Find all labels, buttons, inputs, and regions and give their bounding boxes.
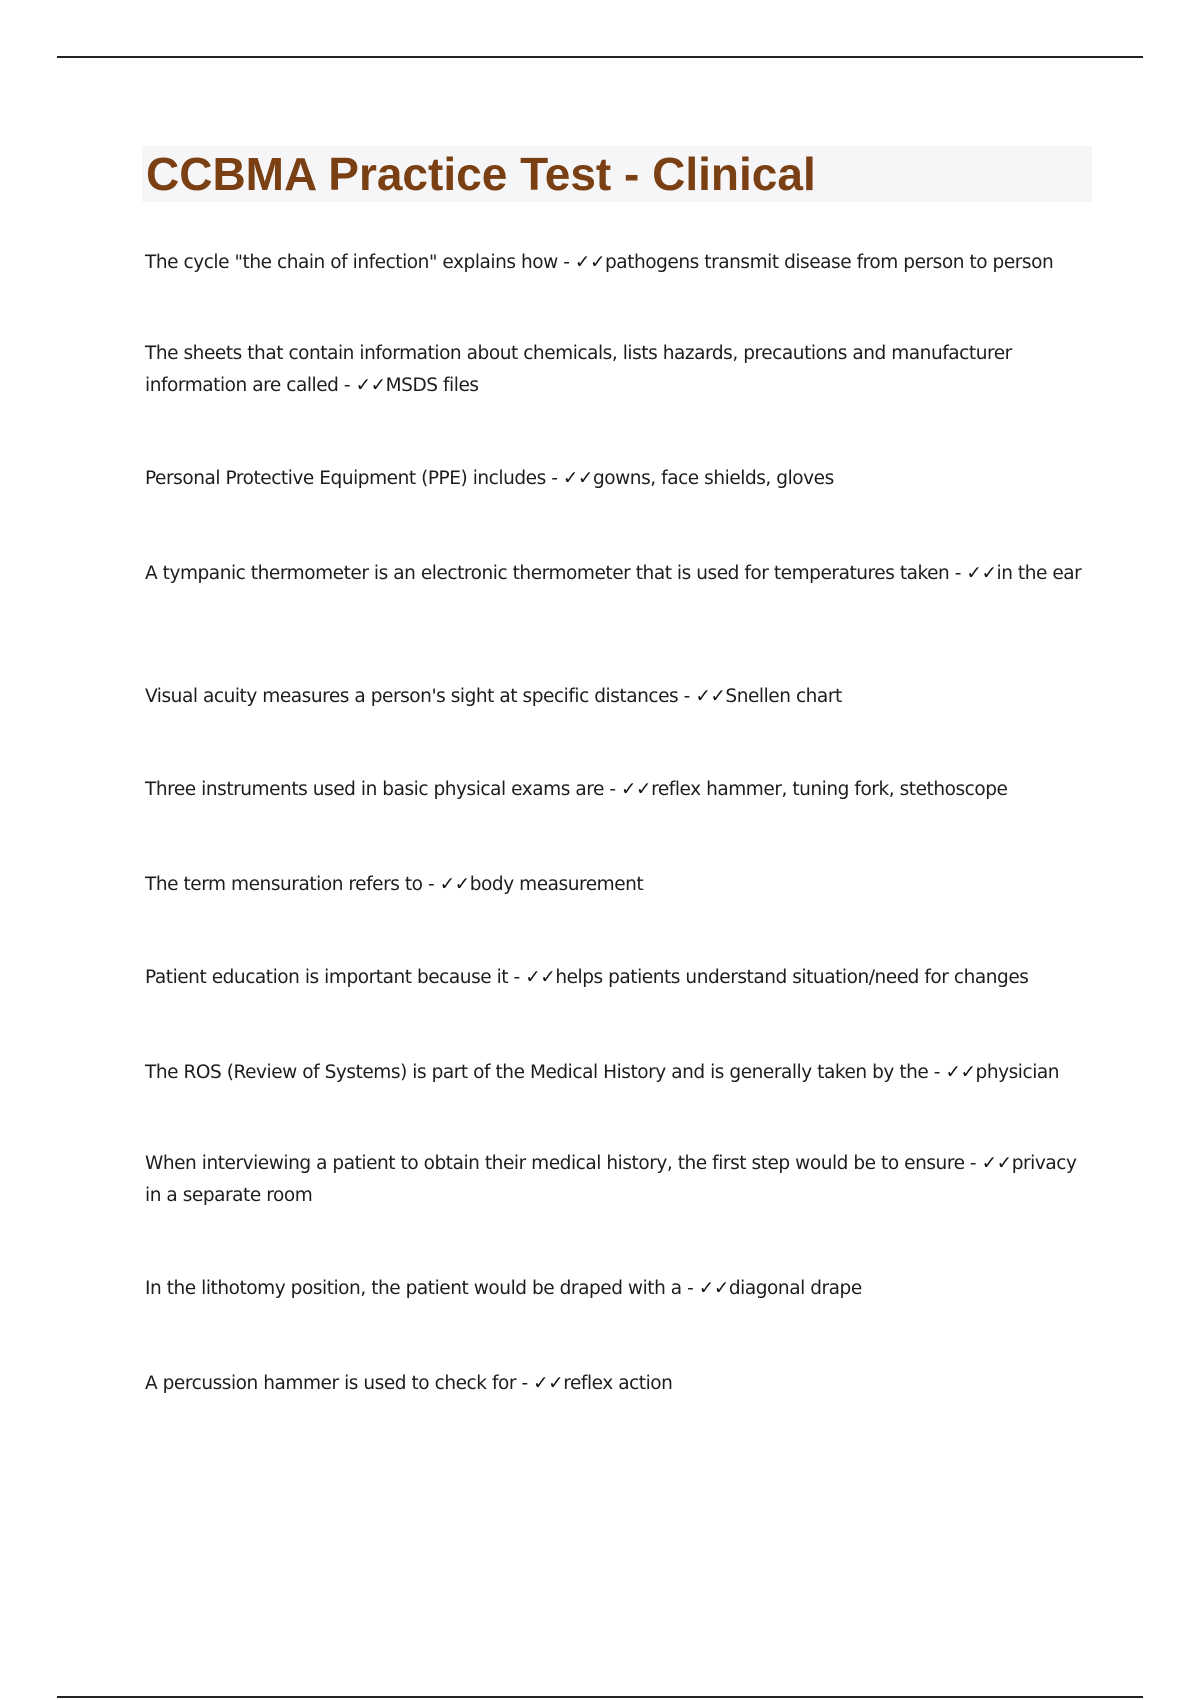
answer-text: physician xyxy=(975,1062,1060,1083)
qa-item xyxy=(145,681,1090,713)
qa-item xyxy=(145,338,1090,402)
qa-item xyxy=(145,774,1090,806)
qa-item xyxy=(145,1148,1090,1212)
question-text: When interviewing a patient to obtain their medical history, the first step would be to ensure - xyxy=(145,1153,982,1174)
question-text: A percussion hammer is used to check for - xyxy=(145,1373,534,1394)
qa-item xyxy=(145,869,1090,901)
question-text: The term mensuration refers to - xyxy=(145,874,440,895)
check-mark-icon: ✓✓ xyxy=(698,1278,729,1299)
page-title: CCBMA Practice Test - Clinical xyxy=(146,148,816,200)
question-text: Patient education is important because it - xyxy=(145,967,526,988)
question-text: The cycle "the chain of infection" explains how - xyxy=(145,252,575,273)
answer-text: pathogens transmit disease from person to person xyxy=(605,252,1054,273)
qa-item xyxy=(145,1273,1090,1305)
question-text: Visual acuity measures a person's sight at specific distances - xyxy=(145,686,696,707)
answer-text: reflex action xyxy=(563,1373,673,1394)
qa-item xyxy=(145,247,1090,279)
check-mark-icon: ✓✓ xyxy=(621,779,652,800)
question-text: Personal Protective Equipment (PPE) includes - xyxy=(145,468,563,489)
question-text: A tympanic thermometer is an electronic thermometer that is used for temperatures taken - xyxy=(145,563,967,584)
answer-text: Snellen chart xyxy=(725,686,842,707)
qa-item xyxy=(145,1368,1090,1400)
check-mark-icon: ✓✓ xyxy=(355,375,386,396)
answer-text: diagonal drape xyxy=(728,1278,862,1299)
question-text: Three instruments used in basic physical exams are - xyxy=(145,779,621,800)
check-mark-icon: ✓✓ xyxy=(695,686,726,707)
answer-text: gowns, face shields, gloves xyxy=(592,468,834,489)
top-rule xyxy=(57,56,1143,58)
check-mark-icon: ✓✓ xyxy=(966,563,997,584)
question-text: In the lithotomy position, the patient would be draped with a - xyxy=(145,1278,699,1299)
check-mark-icon: ✓✓ xyxy=(533,1373,564,1394)
check-mark-icon: ✓✓ xyxy=(945,1062,976,1083)
answer-text: MSDS files xyxy=(385,375,479,396)
check-mark-icon: ✓✓ xyxy=(574,252,606,273)
check-mark-icon: ✓✓ xyxy=(562,468,593,489)
answer-text: reflex hammer, tuning fork, stethoscope xyxy=(651,779,1008,800)
question-text: The sheets that contain information about chemicals, lists hazards, precautions and manufacturer information are called - xyxy=(145,343,1012,396)
qa-item xyxy=(145,1057,1090,1089)
answer-text: body measurement xyxy=(469,874,644,895)
question-text: The ROS (Review of Systems) is part of the Medical History and is generally taken by the - xyxy=(145,1062,946,1083)
qa-item xyxy=(145,463,1090,495)
bottom-rule xyxy=(57,1696,1143,1698)
check-mark-icon: ✓✓ xyxy=(981,1153,1012,1174)
qa-item xyxy=(145,558,1090,590)
qa-item xyxy=(145,962,1090,994)
answer-text: helps patients understand situation/need for changes xyxy=(555,967,1029,988)
answer-text: in the ear xyxy=(996,563,1082,584)
check-mark-icon: ✓✓ xyxy=(525,967,556,988)
check-mark-icon: ✓✓ xyxy=(439,874,470,895)
answer-text: privacy in a separate room xyxy=(145,1153,1077,1206)
